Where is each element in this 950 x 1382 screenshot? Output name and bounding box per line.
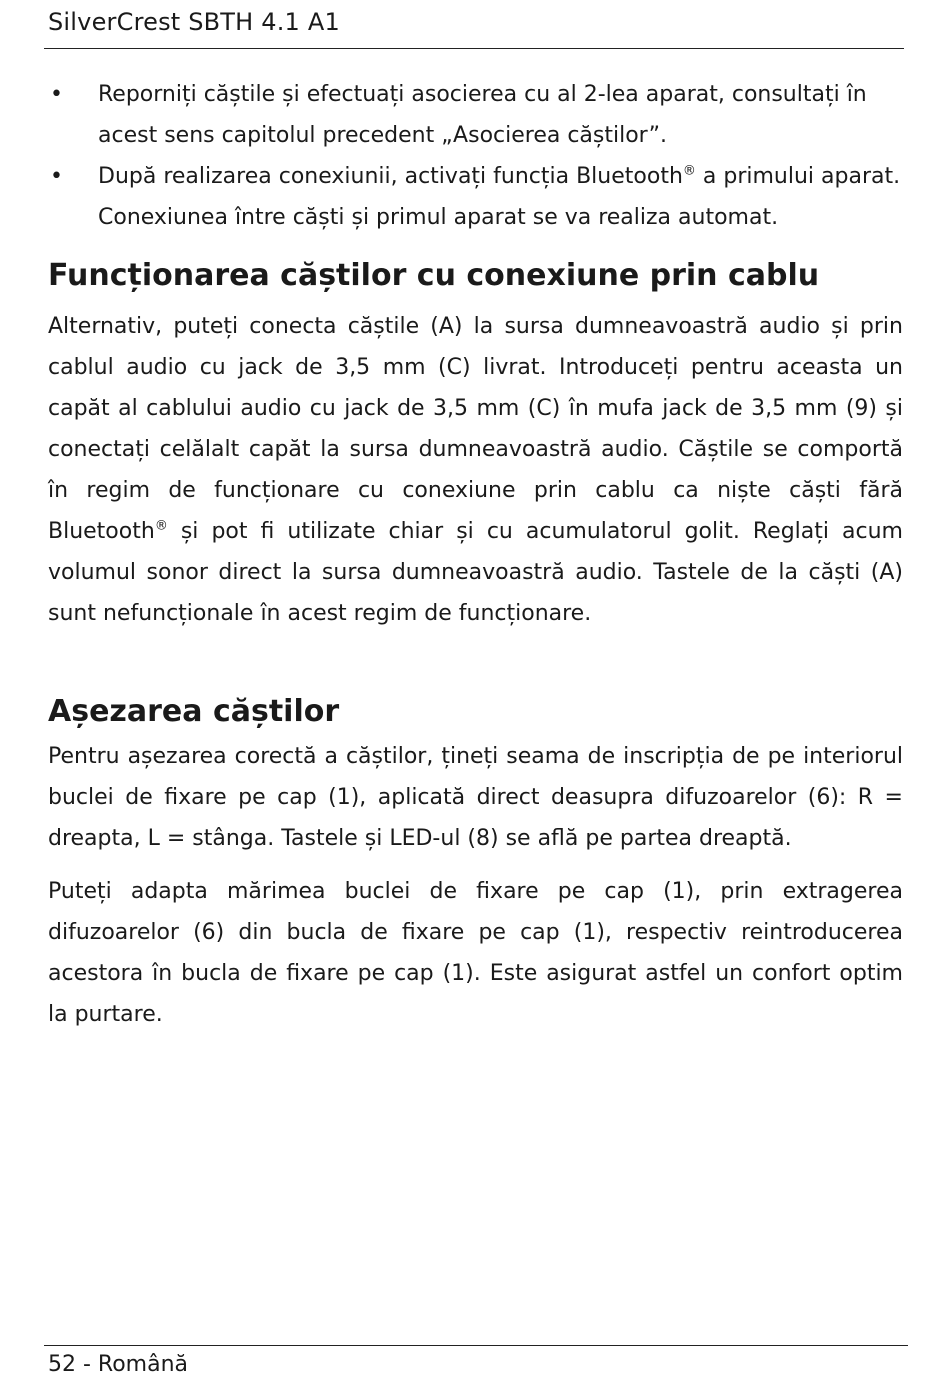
bullet-marker: •	[50, 82, 63, 107]
footer-divider	[44, 1345, 908, 1346]
bullet-text: După realizarea conexiunii, activați funcția Bluetooth® a primului aparat. Conexiunea între căști și primul aparat se va realiza automat.	[98, 163, 901, 230]
list-item	[48, 74, 903, 156]
paragraph-cable: Alternativ, puteți conecta căștile (A) la sursa dumneavoastră audio și prin cablul audio cu jack de 3,5 mm (C) livrat. Introduceți pentru aceasta un capăt al cablului audio cu jack de 3,5 mm (C) în mufa jack de 3,5 mm (9) și conectați celălalt capăt la sursa dumneavoastră audio. Căștile se comportă în regim de funcționare cu conexiune prin cablu ca niște căști fără Bluetooth® și pot fi utilizate chiar și cu acumulatorul golit. Reglați acum volumul sonor direct la sursa dumneavoastră audio. Tastele de la căști (A) sunt nefuncționale în acest regim de funcționare.	[48, 314, 903, 626]
bullet-text: Reporniți căștile și efectuați asocierea cu al 2-lea aparat, consultați în acest sens capitolul precedent „Asocierea căștilor”.	[98, 82, 867, 148]
paragraph-position-2: Puteți adapta mărimea buclei de fixare pe cap (1), prin extragerea difuzoarelor (6) din bucla de fixare pe cap (1), respectiv reintroducerea acestora în bucla de fixare pe cap (1). Este asigurat astfel un confort optim la purtare.	[48, 879, 903, 1027]
page-body	[48, 74, 903, 1035]
bullet-list	[48, 74, 903, 238]
bullet-marker: •	[50, 164, 63, 189]
running-header: SilverCrest SBTH 4.1 A1	[48, 8, 340, 36]
list-item	[48, 156, 903, 238]
section-heading-cable: Funcționarea căștilor cu conexiune prin cablu	[48, 258, 820, 293]
section-heading-position: Așezarea căștilor	[48, 694, 340, 729]
paragraph-position-1: Pentru așezarea corectă a căștilor, țineți seama de inscripția de pe interiorul buclei de fixare pe cap (1), aplicată direct deasupra difuzoarelor (6): R = dreapta, L = stânga. Tastele și LED-ul (8) se află pe partea dreaptă.	[48, 744, 903, 851]
header-divider	[44, 48, 904, 49]
page-footer: 52 - Română	[48, 1352, 189, 1377]
